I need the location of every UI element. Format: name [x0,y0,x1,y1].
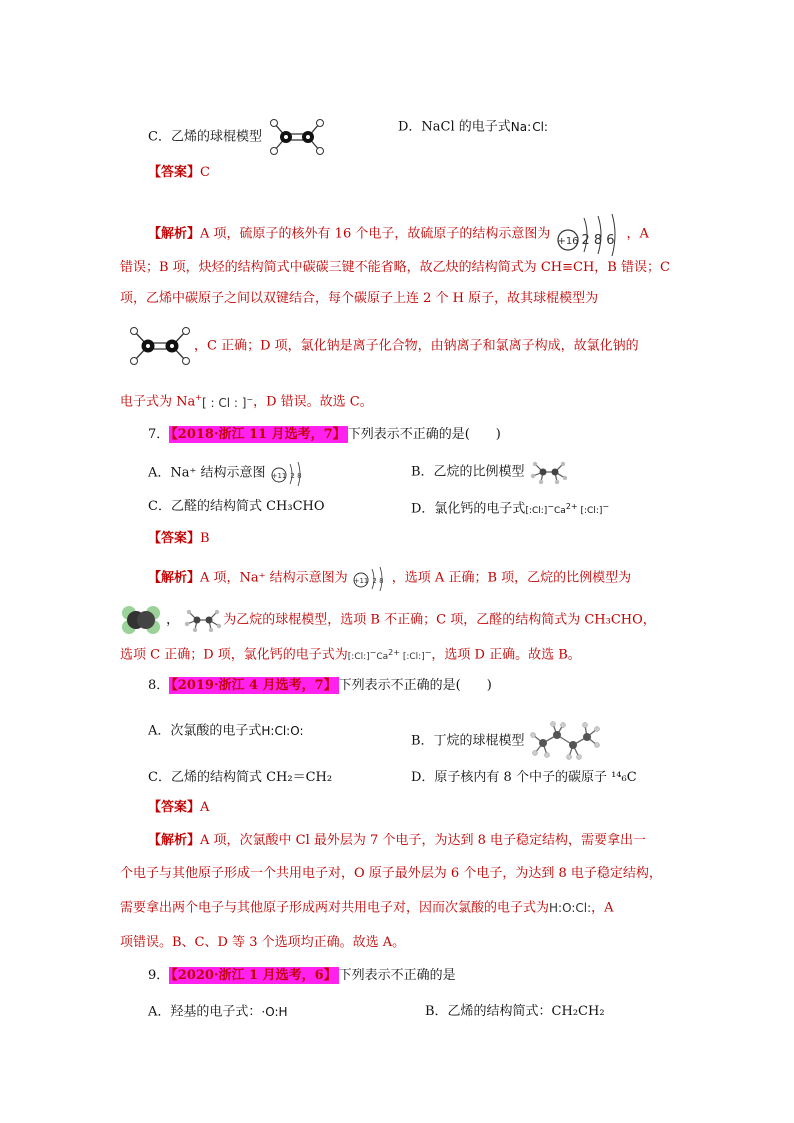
na-ion-structure-icon [270,460,310,486]
ethylene-ball-stick-model-icon [266,117,328,157]
q8-option-d: D．原子核内有 8 个中子的碳原子 ¹⁴₆C [411,770,637,785]
q7-analysis-line3: 选项 C 正确；D 项，氯化钙的电子式为$[:Cl:]^-Ca^{2+}$ [:Cl:]−，选项 D 正确。故选 B。 [120,643,581,667]
cacl2-electron-formula: $[:Cl:]^-Ca^{2+}$ [:Cl:]− [525,502,610,516]
svg-text:+16: +16 [557,236,580,247]
q6-analysis-line1: 【解析】A 项，硫原子的核外有 16 个电子，故硫原子的结构示意图为 +16 2 8 6 ，A [148,212,649,256]
svg-text:+11: +11 [353,577,369,585]
q8-option-a: A．次氯酸的电子式H:Cl:O: [148,721,304,742]
nacl-electron-formula: Na:Cl: [510,120,548,134]
q8-analysis-line3: 需要拿出两个电子与其他原子形成两对共用电子对，因而次氯酸的电子式为H:O:Cl:，A [120,898,614,919]
q7-answer-line: 【答案】B [148,531,210,546]
q6-analysis-line2: 错误；B 项，炔烃的结构简式中碳碳三键不能省略，故乙炔的结构简式为 CH≡CH，B 错误；C [120,260,670,275]
q9-option-a: A．羟基的电子式：·O:H [148,1002,288,1023]
q7-option-d: D．氯化钙的电子式$[:Cl:]^-Ca^{2+}$ [:Cl:]− [411,497,609,521]
ethane-ball-stick-icon [529,460,569,484]
butane-ball-stick-icon [529,721,601,761]
q8-analysis-line2: 个电子与其他原子形成一个共用电子对，O 原子最外层为 6 个电子，为达到 8 电子稳定结构， [120,866,662,881]
ethylene-ball-stick-model-icon-2 [126,325,194,367]
q8-source-tag: 【2019·浙江 4 月选考，7】 [171,678,337,693]
q7-option-c: C．乙醛的结构简式 CH₃CHO [148,499,325,514]
q9-stem: 9． 【2020·浙江 1 月选考，6】 下列表示不正确的是 [148,968,456,983]
svg-text:2 8: 2 8 [290,472,302,480]
sulfur-atom-structure-icon [554,212,626,256]
q6-analysis-line4: ，C 正确；D 项，氯化钠是离子化合物，由钠离子和氯离子构成，故氯化钠的 [126,325,639,367]
hclo-electron-formula-2: H:O:Cl: [549,901,592,915]
q8-option-c: C．乙烯的结构简式 CH₂＝CH₂ [148,770,333,785]
q7-option-a: A．Na⁺ 结构示意图 +11 2 8 [148,460,310,486]
q8-stem: 8． 【2019·浙江 4 月选考，7】 下列表示不正确的是( ) [148,678,492,693]
q6-option-d: D．NaCl 的电子式Na:Cl: [398,117,548,138]
q6-analysis-line3: 项，乙烯中碳原子之间以双键结合，每个碳原子上连 2 个 H 原子，故其球棍模型为 [120,291,599,306]
q8-option-b: B．丁烷的球棍模型 [411,721,601,761]
q7-analysis-line1: 【解析】A 项，Na⁺ 结构示意图为 +11 2 8 ，选项 A 正确；B 项，乙烷的比例模型为 [148,565,631,591]
q8-analysis-line1: 【解析】A 项，次氯酸中 Cl 最外层为 7 个电子，为达到 8 电子稳定结构，需要拿出一 [148,833,646,848]
hydroxyl-electron-formula: ·O:H [261,1005,288,1019]
q6-analysis-line5: 电子式为 Na+[ : Cl : ]−，D 错误。故选 C。 [120,388,373,413]
q8-answer-line: 【答案】A [148,800,210,815]
svg-text:+11: +11 [271,472,287,480]
q6-option-c: C．乙烯的球棍模型 [148,117,328,157]
na-ion-structure-icon-2 [352,565,392,591]
hclo-electron-formula: H:Cl:O: [261,724,304,738]
svg-text:2 8 6: 2 8 6 [581,233,616,248]
chloride-electron-formula: [ : Cl : ]− [201,395,254,411]
q7-option-b: B．乙烷的比例模型 [411,460,569,484]
svg-text:2 8: 2 8 [372,577,384,585]
q7-analysis-line2: ， 为乙烷的球棍模型，选项 B 不正确；C 项，乙醛的结构简式为 CH₃CHO， [120,604,656,636]
q7-source-tag: 【2018·浙江 11 月选考，7】 [171,427,346,442]
cacl2-electron-formula-2: $[:Cl:]^-Ca^{2+}$ [:Cl:]− [347,648,432,662]
q7-stem: 7． 【2018·浙江 11 月选考，7】 下列表示不正确的是( ) [148,427,501,442]
q8-analysis-line4: 项错误。B、C、D 等 3 个选项均正确。故选 A。 [120,935,406,950]
ethane-ball-stick-icon-2 [183,608,223,632]
ethane-space-filling-model-icon [120,604,162,636]
q9-option-b: B．乙烯的结构简式：CH₂CH₂ [425,1004,605,1019]
q6-answer-line: 【答案】C [148,165,210,180]
q9-source-tag: 【2020·浙江 1 月选考，6】 [171,968,337,983]
